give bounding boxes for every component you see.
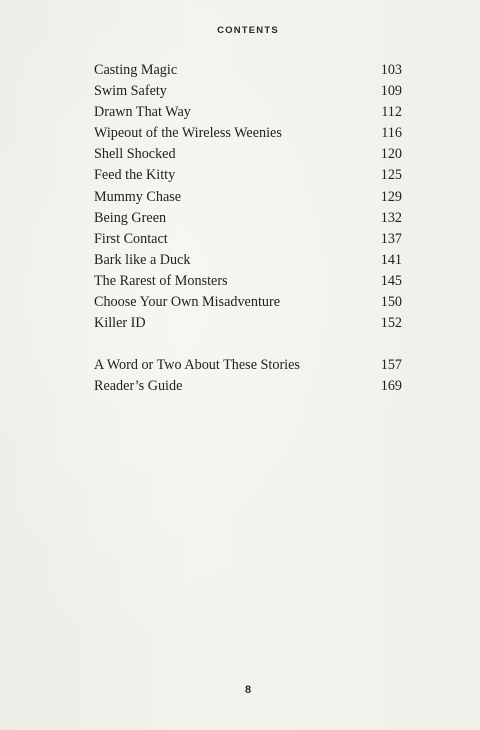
toc-entry-page: 109 xyxy=(380,83,402,100)
toc-entry-title: Casting Magic xyxy=(94,62,178,78)
toc-entry-title: Reader’s Guide xyxy=(94,378,183,395)
toc-entry xyxy=(94,102,402,123)
toc-entry xyxy=(94,187,402,208)
toc-list-back-matter xyxy=(94,355,402,397)
toc-entry xyxy=(94,250,402,271)
toc-entry-title: Shell Shocked xyxy=(94,146,176,163)
toc-entry xyxy=(94,355,402,376)
toc-entry-page: 137 xyxy=(380,230,402,247)
toc-entry xyxy=(94,123,402,144)
toc-entry-title: Drawn That Way xyxy=(94,104,191,121)
toc-entry-page: 129 xyxy=(380,188,402,205)
page-header-contents: CONTENTS xyxy=(217,25,279,36)
toc-entry-page: 120 xyxy=(380,146,402,163)
toc-entry-title: A Word or Two About These Stories xyxy=(94,357,300,373)
toc-entry-page: 157 xyxy=(380,357,402,373)
toc-entry xyxy=(94,208,402,229)
toc-entry-title: Swim Safety xyxy=(94,83,167,100)
toc-entry-title: Choose Your Own Misadventure xyxy=(94,294,281,311)
toc-entry-page: 132 xyxy=(380,209,402,226)
toc-entry-title: Wipeout of the Wireless Weenies xyxy=(94,125,282,142)
toc-entry-page: 152 xyxy=(380,315,402,332)
toc-entry-title: Bark like a Duck xyxy=(94,251,191,268)
toc-entry xyxy=(94,376,402,397)
toc-list-stories xyxy=(94,60,402,334)
toc-entry xyxy=(94,81,402,102)
toc-entry xyxy=(94,60,402,81)
toc-entry-page: 112 xyxy=(381,104,402,121)
toc-entry-title: The Rarest of Monsters xyxy=(94,272,228,289)
toc-entry xyxy=(94,313,402,334)
toc-entry-page: 169 xyxy=(380,378,402,395)
toc-entry-title: Being Green xyxy=(94,209,167,226)
toc-entry-page: 141 xyxy=(380,251,402,268)
toc-entry-page: 150 xyxy=(380,294,402,311)
toc-entry-page: 145 xyxy=(380,272,402,289)
toc-entry-title: Feed the Kitty xyxy=(94,167,176,184)
toc-entry xyxy=(94,292,402,313)
toc-entry xyxy=(94,229,402,250)
toc-entry-page: 125 xyxy=(380,167,402,184)
toc-entry-title: Mummy Chase xyxy=(94,188,182,205)
toc-entry-title: Killer ID xyxy=(94,315,146,332)
toc-entry xyxy=(94,271,402,292)
toc-entry-page: 116 xyxy=(381,125,402,142)
toc-entry-title: First Contact xyxy=(94,230,168,247)
page-number: 8 xyxy=(244,684,252,696)
toc-entry-page: 103 xyxy=(380,62,402,78)
toc-entry xyxy=(94,165,402,186)
toc-entry xyxy=(94,144,402,165)
